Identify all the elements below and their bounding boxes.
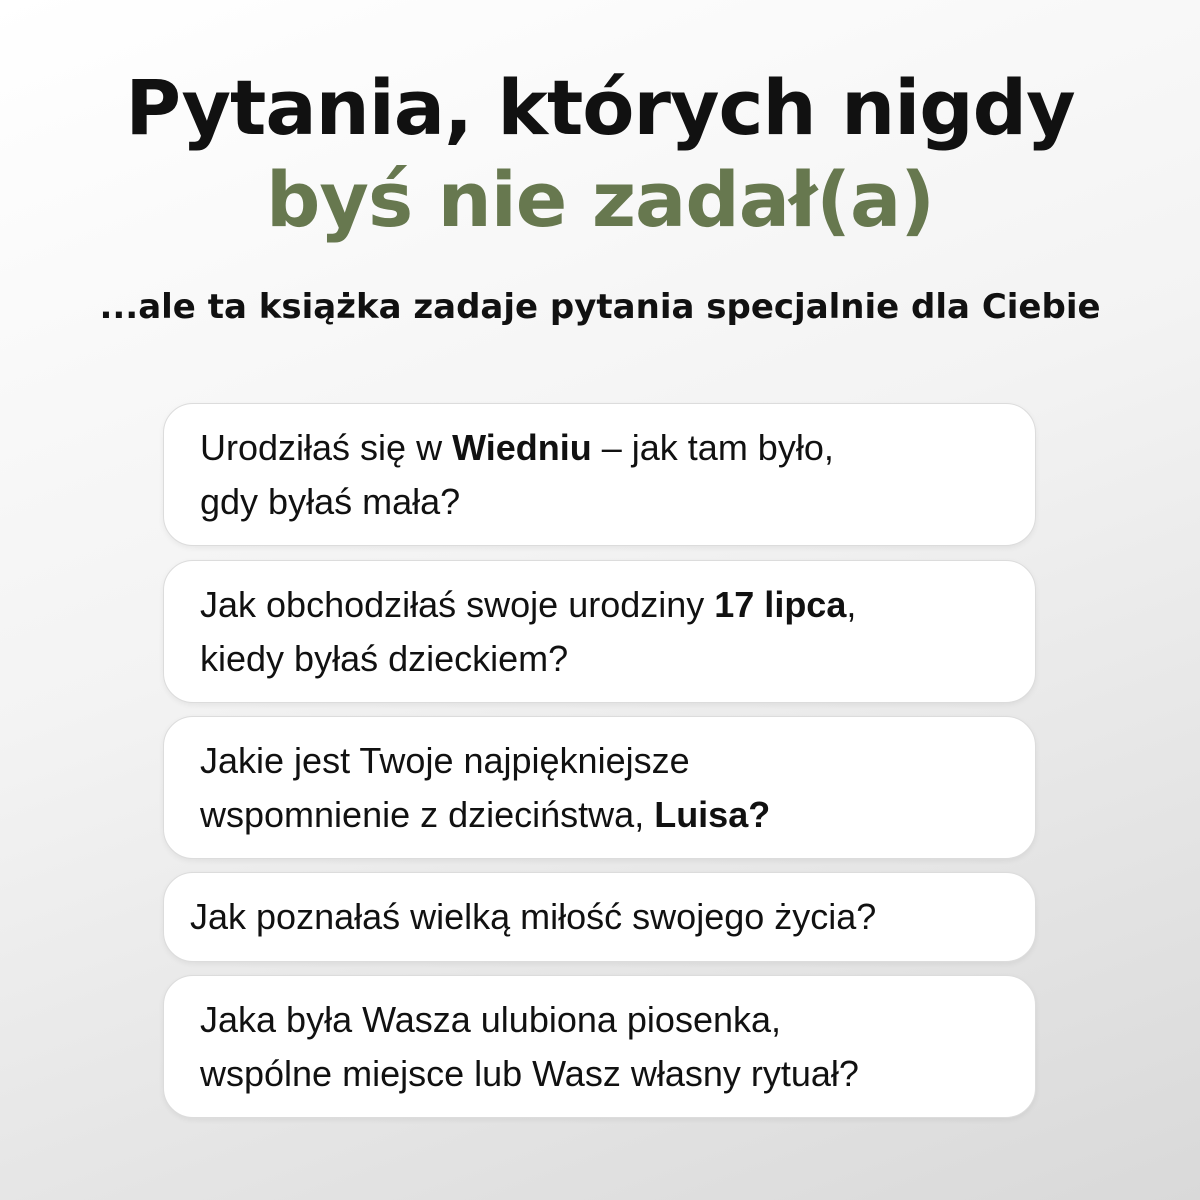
headline-line-1: Pytania, których nigdy — [125, 63, 1075, 152]
question-card-5 — [163, 975, 1036, 1118]
highlight-city: Wiedniu — [452, 426, 592, 468]
question-card-1 — [163, 403, 1036, 546]
headline-line-2: byś nie zadał(a) — [266, 155, 934, 244]
headline — [0, 62, 1200, 246]
question-text: Jaka była Wasza ulubiona piosenka, wspólne miejsce lub Wasz własny rytuał? — [200, 998, 859, 1094]
question-text: Jak obchodziłaś swoje urodziny 17 lipca, kiedy byłaś dzieckiem? — [200, 583, 857, 679]
highlight-name: Luisa? — [654, 793, 771, 835]
subtitle: ...ale ta książka zadaje pytania specjalnie dla Ciebie — [99, 287, 1101, 327]
question-text: Urodziłaś się w Wiedniu – jak tam było, gdy byłaś mała? — [200, 426, 834, 522]
question-text: Jak poznałaś wielką miłość swojego życia? — [190, 896, 877, 937]
question-card-2 — [163, 560, 1036, 703]
highlight-date: 17 lipca — [714, 583, 847, 625]
question-card-4 — [163, 872, 1036, 962]
question-text: Jakie jest Twoje najpiękniejsze wspomnienie z dzieciństwa, Luisa? — [200, 739, 771, 835]
question-card-3 — [163, 716, 1036, 859]
